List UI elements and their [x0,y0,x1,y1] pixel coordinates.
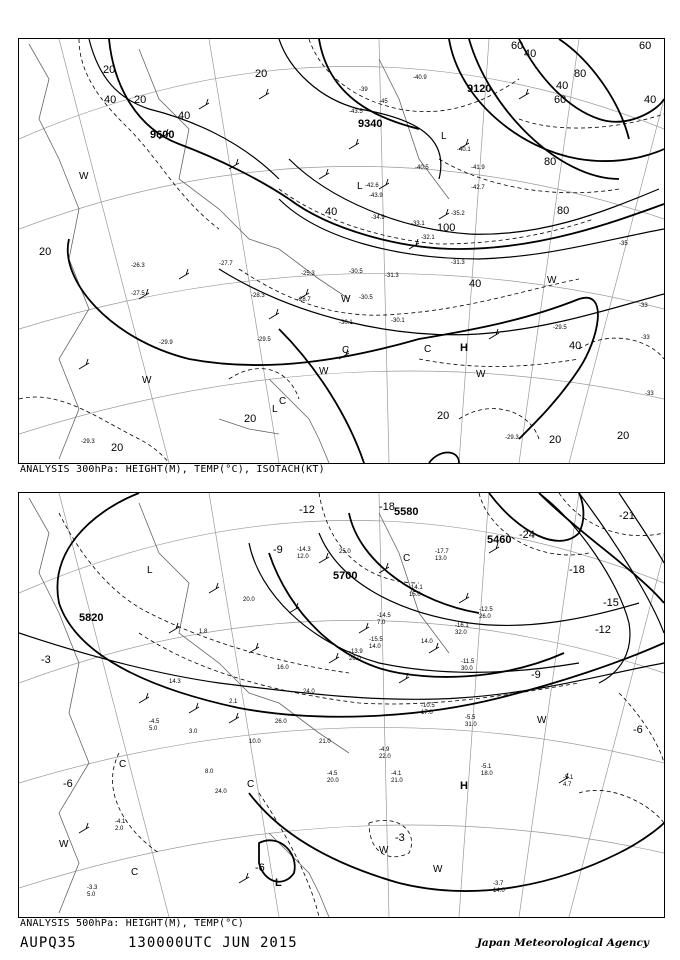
panel-500-caption: ANALYSIS 500hPa: HEIGHT(M), TEMP(°C) [20,918,244,929]
temp-label: -29.5 [553,325,567,331]
station-value: 5.0 [87,892,96,898]
warm-center-symbol: W [476,369,486,380]
temp-label: -34.9 [371,215,385,221]
station-temp: -11.5 [461,659,475,665]
height-label: 5460 [487,534,512,546]
station-temp: -14.5 [377,613,391,619]
analysis-time: 130000UTC JUN 2015 [128,935,298,951]
station-value: 21.0 [319,739,331,745]
temp-label: -30.5 [359,295,373,301]
warm-center-symbol: W [433,864,443,875]
isotach-label: 40 [569,340,582,352]
bulletin-code: AUPQ35 [20,935,77,951]
high-pressure-symbol: H [460,342,468,354]
low-pressure-symbol: L [441,131,447,142]
isotach-label: 60 [639,40,652,52]
cold-center-symbol: C [424,344,432,355]
temp-label: -12 [299,504,315,516]
temp-label: -43.9 [369,193,383,199]
temp-label: -40.9 [413,75,427,81]
isotach-label: 60 [511,40,524,52]
warm-center-symbol: W [59,839,69,850]
low-pressure-symbol: L [147,565,153,576]
station-value: 15.0 [409,592,421,598]
station-value: 26.0 [349,656,361,662]
height-label: 9120 [467,83,492,95]
temp-label: -29.3 [505,435,519,441]
station-value: 16.0 [277,665,289,671]
temp-label: -30.1 [391,318,405,324]
temp-label: -25.3 [301,271,315,277]
height-label: 9600 [150,129,175,141]
station-value: 14.3 [169,679,181,685]
temp-label: -33 [645,391,654,397]
temp-label: -33 [639,303,648,309]
temp-label: -18 [569,564,585,576]
isotach-label: 20 [103,64,116,76]
isotach-label: 80 [544,156,557,168]
temp-label: -9 [531,669,541,681]
temp-label: -26.3 [131,263,145,269]
station-value: 26.0 [479,614,491,620]
station-value: 24.0 [215,789,227,795]
isotach-labels-300 [39,40,656,454]
height-label: 5700 [333,570,358,582]
station-temp: -10.5 [421,703,435,709]
isotach-label: 80 [557,205,570,217]
isotach-label: 40 [524,48,537,60]
station-value: 25.0 [339,549,351,555]
temp-label: -24 [519,529,535,541]
station-temp: -17.7 [435,549,449,555]
graticule-500 [19,493,664,917]
station-value: 24.0 [303,689,315,695]
isotach-label: 20 [617,430,630,442]
temp-label: -6 [63,778,73,790]
map-300hpa [18,38,665,464]
station-value: 20.0 [327,778,339,784]
isotach-label: 40 [178,110,191,122]
station-temp: -4.9 [379,747,390,753]
warm-center-symbol: W [341,294,351,305]
temp-label: -40.1 [457,147,471,153]
isotach-label: 20 [39,246,52,258]
temp-label: -33 [641,335,650,341]
temp-label: -28.3 [251,293,265,299]
station-value: 14.0 [369,644,381,650]
cold-center-symbol: C [131,867,139,878]
cold-center-symbol: C [403,553,411,564]
temp-label: -35.2 [451,211,465,217]
agency-name: Japan Meteorological Agency [476,937,649,949]
isotach-label: 60 [554,94,567,106]
temp-label: -3 [395,832,405,844]
station-value: 14.0 [493,888,505,894]
station-temp: -14.3 [297,547,311,553]
isotach-label: 20 [437,410,450,422]
station-value: 3.0 [189,729,198,735]
chart-500hpa [19,493,664,917]
station-value: 8.0 [205,769,214,775]
temp-label: -31.3 [451,260,465,266]
station-temp: -4.1 [115,819,126,825]
temp-label: -45 [379,99,388,105]
station-value: 26.0 [275,719,287,725]
isotach-label: 80 [574,68,587,80]
station-temp: -16.1 [455,623,469,629]
low-pressure-symbol: L [357,181,363,192]
station-temp: -4.5 [149,719,160,725]
station-value: 22.0 [379,754,391,760]
temp-label: -35 [619,241,628,247]
temp-label: -28.7 [297,297,311,303]
warm-center-symbol: W [79,171,89,182]
isotach-label: 20 [134,94,147,106]
station-temp: -3.7 [493,881,504,887]
station-value: 18.0 [481,771,493,777]
temp-label: -29.3 [81,439,95,445]
warm-center-symbol: W [547,275,557,286]
temp-label: -27.7 [219,261,233,267]
station-value: 30.0 [461,666,473,672]
height-label: 5580 [394,506,419,518]
temp-label: -41.9 [471,165,485,171]
cold-center-symbol: C [342,345,350,356]
station-value: 1.8 [199,629,208,635]
temp-label: -30.1 [339,320,353,326]
station-value: 21.0 [391,778,403,784]
panel-300-caption: ANALYSIS 300hPa: HEIGHT(M), TEMP(°C), ISOTACH(KT) [20,464,325,475]
contours-500 [19,493,664,699]
chart-300hpa [19,39,664,463]
high-pressure-symbol: H [460,780,468,792]
station-value: 17.0 [421,710,433,716]
isotach-label: 40 [556,80,569,92]
station-value: 14.0 [421,639,433,645]
temp-label: -40.5 [415,165,429,171]
temp-label: -43.5 [349,109,363,115]
low-pressure-symbol: L [272,404,278,415]
low-pressure-symbol: L [275,877,282,889]
station-temp: -5.1 [481,764,492,770]
coastline-300 [29,44,449,463]
isotach-label: 20 [255,68,268,80]
station-value: 32.0 [455,630,467,636]
temp-label: -15 [603,597,619,609]
isotach-label: 20 [111,442,124,454]
temp-label: -18 [379,501,395,513]
station-value: 2.0 [115,826,124,832]
warm-center-symbol: W [319,366,329,377]
station-temp: -13.9 [349,649,363,655]
station-temp: -4.5 [327,771,338,777]
temp-label: -12 [595,624,611,636]
temp-label: -31.3 [385,273,399,279]
station-value: 13.0 [435,556,447,562]
station-temp: -3.3 [87,885,98,891]
temp-label: -29.5 [257,337,271,343]
station-value: 2.1 [229,699,238,705]
temp-label: -30.5 [349,269,363,275]
station-temp: -14.1 [409,585,423,591]
warm-center-symbol: W [379,845,389,856]
isotach-label: 20 [244,413,257,425]
temp-label: -6 [255,862,265,874]
station-value: 31.0 [465,722,477,728]
station-value: 5.0 [149,726,158,732]
wind-barbs-300 [79,89,529,369]
station-value: 12.0 [297,554,309,560]
station-temp: -5.1 [563,775,574,781]
temp-label: -32.1 [421,235,435,241]
temp-label: -42.7 [471,185,485,191]
isotach-label: 20 [549,434,562,446]
station-values-500 [87,547,574,898]
temp-label: -27.5 [131,291,145,297]
station-value: 4.7 [563,782,572,788]
temp-label: -9 [273,544,283,556]
station-value: 7.0 [377,620,386,626]
isotach-label: 100 [437,222,456,234]
cold-center-symbol: C [247,779,255,790]
height-label: 5820 [79,612,104,624]
isotach-label: 40 [104,94,117,106]
temp-label: -33.1 [411,221,425,227]
isotach-label: 40 [469,278,482,290]
wind-barbs-500 [79,543,569,883]
station-temp: -15.5 [369,637,383,643]
temp-label: -6 [633,724,643,736]
map-500hpa [18,492,665,918]
station-temp: -12.5 [479,607,493,613]
temp-label: -42.6 [365,183,379,189]
isotach-label: 40 [325,206,338,218]
contours-bold-500 [57,493,664,891]
warm-center-symbol: W [142,375,152,386]
temp-label: -39 [359,87,368,93]
station-value: 10.0 [249,739,261,745]
cold-center-symbol: C [279,396,287,407]
warm-center-symbol: W [537,715,547,726]
contours-bold-300 [68,39,664,463]
station-value: 20.0 [243,597,255,603]
station-temp: -4.1 [391,771,402,777]
temp-label: -21 [619,510,635,522]
height-label: 9340 [358,118,383,130]
temp-label: -29.9 [159,340,173,346]
temp-label: -3 [41,654,51,666]
station-temp: -5.5 [465,715,476,721]
cold-center-symbol: C [119,759,127,770]
isotach-label: 40 [644,94,657,106]
